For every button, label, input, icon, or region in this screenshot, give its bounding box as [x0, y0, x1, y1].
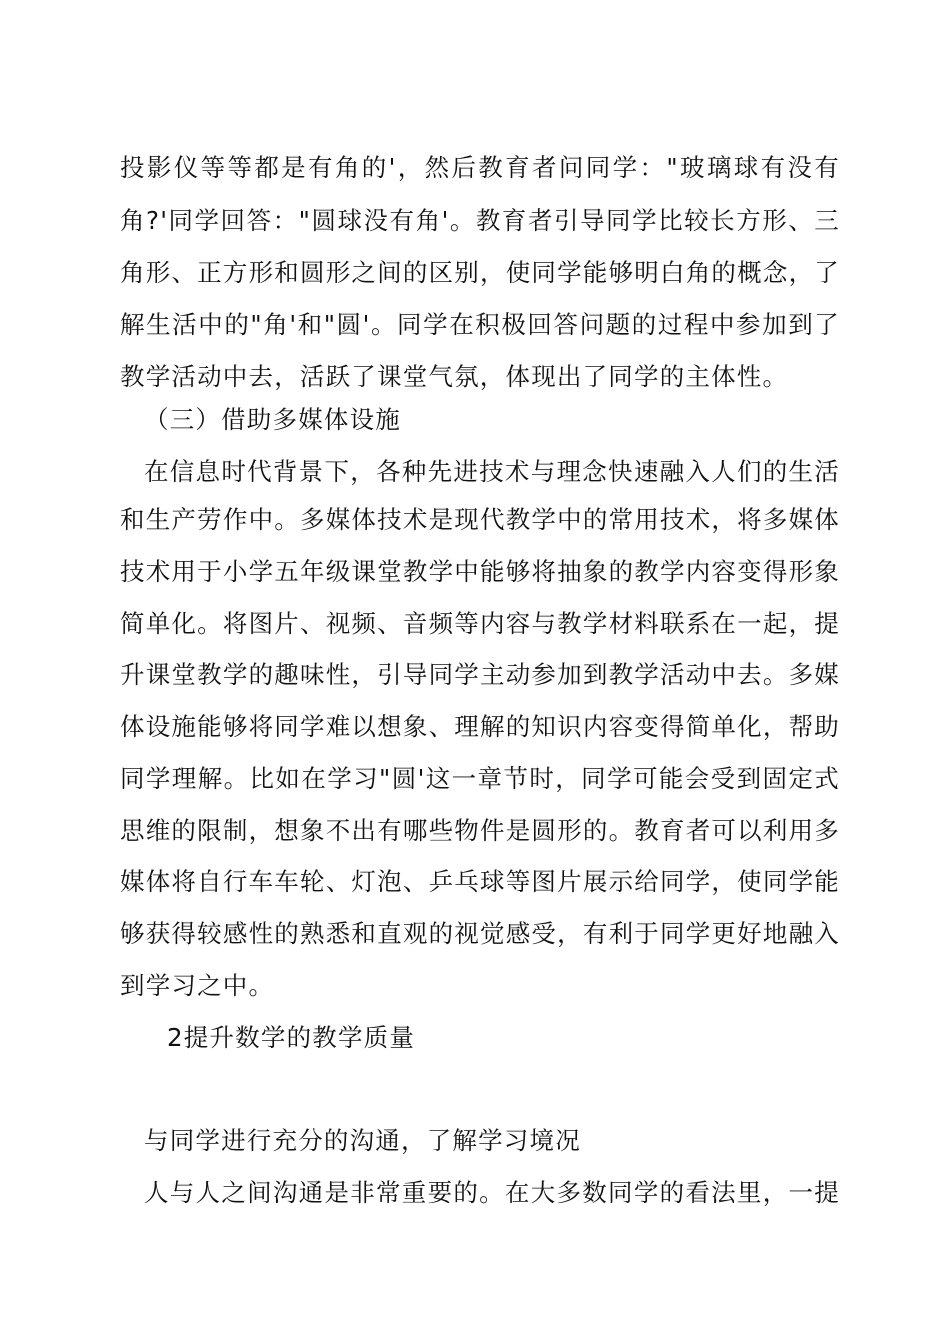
paragraph-line: 思维的限制，想象不出有哪些物件是圆形的。教育者可以利用多: [120, 816, 840, 845]
paragraph-line: 和生产劳作中。多媒体技术是现代教学中的常用技术，将多媒体: [120, 505, 840, 534]
section-heading: （三）借助多媒体设施: [144, 405, 401, 434]
paragraph-line: 到学习之中。: [120, 971, 275, 1000]
paragraph-line: 投影仪等等都是有角的'，然后教育者问同学："玻璃球有没有: [120, 153, 840, 182]
paragraph-line: 同学理解。比如在学习"圆'这一章节时，同学可能会受到固定式: [120, 764, 840, 793]
paragraph-line: 解生活中的"角'和"圆'。同学在积极回答问题的过程中参加到了: [120, 310, 840, 339]
paragraph-line: 体设施能够将同学难以想象、理解的知识内容变得简单化，帮助: [120, 712, 840, 741]
paragraph-line: 角形、正方形和圆形之间的区别，使同学能够明白角的概念，了: [120, 258, 840, 287]
paragraph-line: 角?'同学回答："圆球没有角'。教育者引导同学比较长方形、三: [120, 206, 840, 235]
paragraph-line: 人与人之间沟通是非常重要的。在大多数同学的看法里，一提: [144, 1178, 840, 1207]
section-heading: 2提升数学的教学质量: [167, 1023, 416, 1052]
paragraph-line: 技术用于小学五年级课堂教学中能够将抽象的教学内容变得形象: [120, 557, 840, 586]
subsection-heading: 与同学进行充分的沟通，了解学习境况: [144, 1126, 581, 1155]
paragraph-line: 媒体将自行车车轮、灯泡、乒乓球等图片展示给同学，使同学能: [120, 867, 840, 896]
paragraph-line: 够获得较感性的熟悉和直观的视觉感受，有利于同学更好地融入: [120, 919, 840, 948]
paragraph-line: 教学活动中去，活跃了课堂气氛，体现出了同学的主体性。: [120, 362, 789, 391]
paragraph-line: 升课堂教学的趣味性，引导同学主动参加到教学活动中去。多媒: [120, 660, 840, 689]
paragraph-line: 在信息时代背景下，各种先进技术与理念快速融入人们的生活: [144, 457, 840, 486]
paragraph-line: 简单化。将图片、视频、音频等内容与教学材料联系在一起，提: [120, 609, 840, 638]
